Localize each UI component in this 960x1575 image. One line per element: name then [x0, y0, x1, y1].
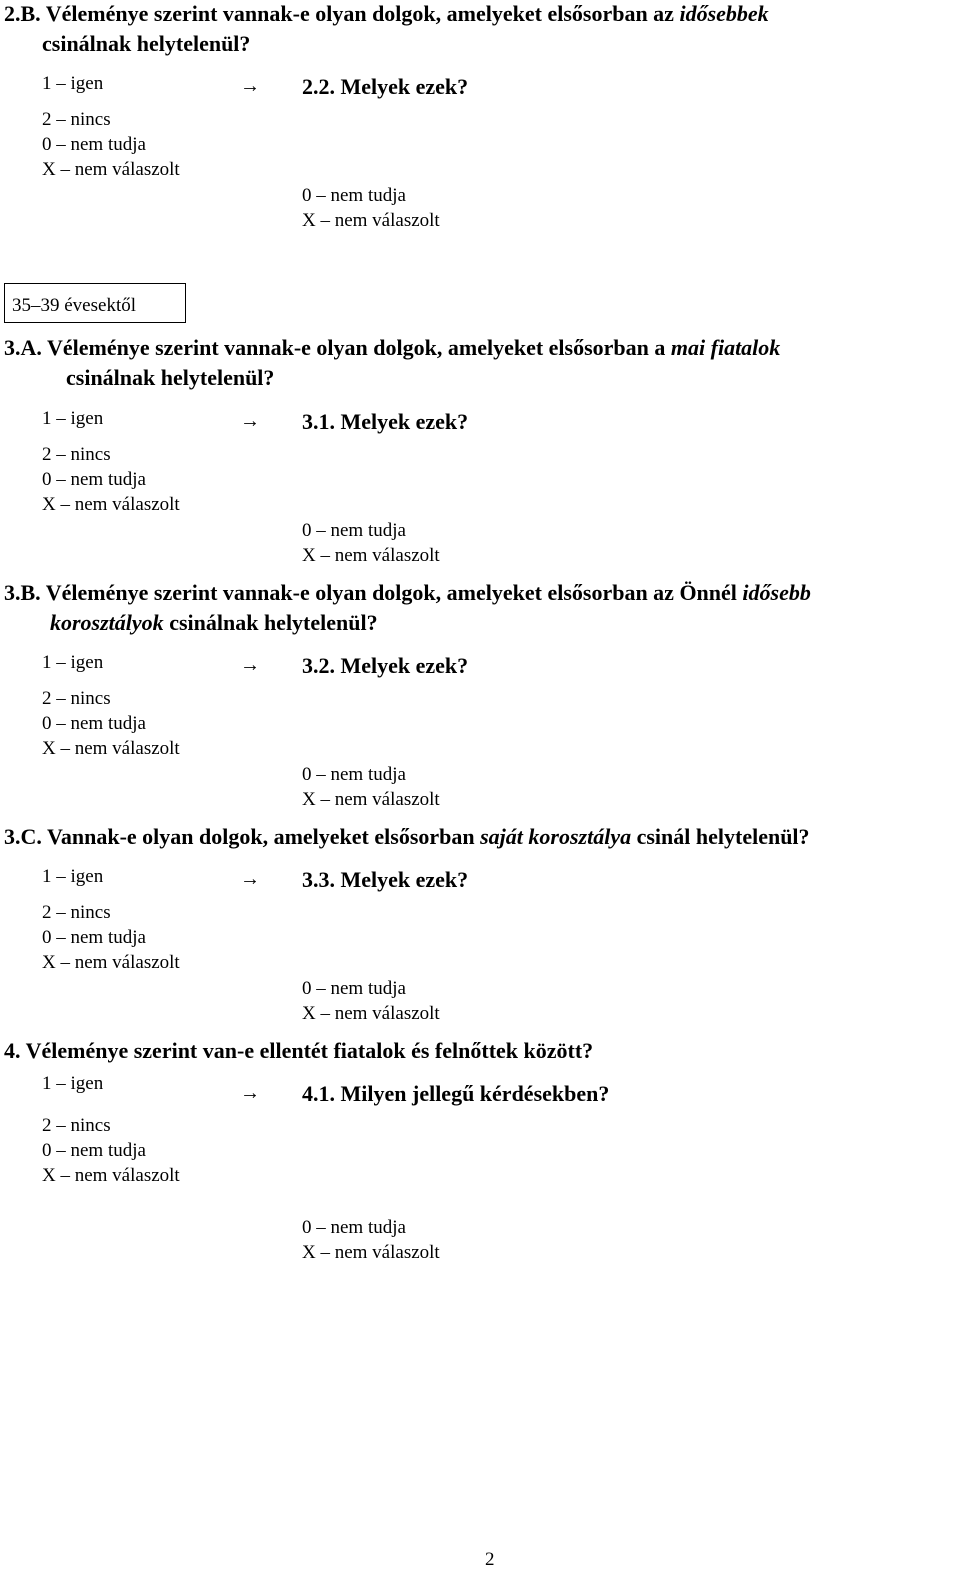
q3b-option-noanswer: X – nem válaszolt: [42, 738, 180, 759]
question-3c-title: [4, 826, 810, 848]
q3c-followup-noanswer: X – nem válaszolt: [302, 1003, 440, 1024]
question-2b-line2: csinálnak helytelenül?: [42, 31, 251, 56]
question-3c-suffix: csinál helytelenül?: [631, 824, 810, 849]
q3a-followup-dontknow: 0 – nem tudja: [302, 520, 406, 541]
question-3b-emphasis: idősebb: [742, 580, 811, 605]
q3b-option-dontknow: 0 – nem tudja: [42, 713, 146, 734]
q3c-followup: 3.3. Melyek ezek?: [302, 867, 469, 892]
q3c-option-noanswer: X – nem válaszolt: [42, 952, 180, 973]
q3b-option-no: 2 – nincs: [42, 688, 111, 709]
question-3b-line2: [50, 612, 378, 634]
question-3a-emphasis: mai fiatalok: [670, 335, 781, 360]
question-3b-title: [4, 582, 811, 604]
q4-option-dontknow: 0 – nem tudja: [42, 1140, 146, 1161]
age-group-label: 35–39 évesektől: [12, 295, 137, 316]
question-2b-title: [4, 3, 769, 25]
q3a-option-yes: 1 – igen: [42, 408, 104, 429]
q4-option-no: 2 – nincs: [42, 1115, 111, 1136]
q3c-option-yes: 1 – igen: [42, 866, 104, 887]
arrow-icon: →: [240, 1082, 260, 1104]
q2b-followup-noanswer: X – nem válaszolt: [302, 210, 440, 231]
question-3c-emphasis: saját korosztálya: [480, 824, 632, 849]
q3b-followup-noanswer: X – nem válaszolt: [302, 789, 440, 810]
q3b-followup-dontknow: 0 – nem tudja: [302, 764, 406, 785]
q2b-option-noanswer: X – nem válaszolt: [42, 159, 180, 180]
question-2b-emphasis: idősebbek: [679, 1, 769, 26]
q4-option-yes: 1 – igen: [42, 1073, 104, 1094]
q4-followup: 4.1. Milyen jellegű kérdésekben?: [302, 1081, 610, 1106]
question-3b-line2-emphasis: korosztályok: [50, 610, 164, 635]
question-3c-prefix: 3.C. Vannak-e olyan dolgok, amelyeket elsősorban: [4, 824, 481, 849]
q2b-option-yes: 1 – igen: [42, 73, 104, 94]
q3c-option-no: 2 – nincs: [42, 902, 111, 923]
question-3a-title: [4, 337, 780, 359]
arrow-icon: →: [240, 410, 260, 432]
arrow-icon: →: [240, 868, 260, 890]
question-2b-prefix: 2.B. Véleménye szerint vannak-e olyan dolgok, amelyeket elsősorban az: [4, 1, 680, 26]
q4-followup-noanswer: X – nem válaszolt: [302, 1242, 440, 1263]
page-number: 2: [485, 1549, 495, 1570]
arrow-icon: →: [240, 654, 260, 676]
question-3a-line2: csinálnak helytelenül?: [66, 365, 275, 390]
q2b-option-dontknow: 0 – nem tudja: [42, 134, 146, 155]
question-3b-line2-text: csinálnak helytelenül?: [163, 610, 378, 635]
q3a-option-noanswer: X – nem válaszolt: [42, 494, 180, 515]
q3a-option-dontknow: 0 – nem tudja: [42, 469, 146, 490]
q2b-followup-dontknow: 0 – nem tudja: [302, 185, 406, 206]
q3a-option-no: 2 – nincs: [42, 444, 111, 465]
age-group-box: [4, 283, 186, 323]
q3b-followup: 3.2. Melyek ezek?: [302, 653, 469, 678]
q3c-followup-dontknow: 0 – nem tudja: [302, 978, 406, 999]
q3a-followup-noanswer: X – nem válaszolt: [302, 545, 440, 566]
q3a-followup: 3.1. Melyek ezek?: [302, 409, 469, 434]
q4-followup-dontknow: 0 – nem tudja: [302, 1217, 406, 1238]
q3c-option-dontknow: 0 – nem tudja: [42, 927, 146, 948]
q3b-option-yes: 1 – igen: [42, 652, 104, 673]
question-3a-prefix: 3.A. Véleménye szerint vannak-e olyan dolgok, amelyeket elsősorban a: [4, 335, 671, 360]
q4-option-noanswer: X – nem válaszolt: [42, 1165, 180, 1186]
q2b-followup: 2.2. Melyek ezek?: [302, 74, 469, 99]
q2b-option-no: 2 – nincs: [42, 109, 111, 130]
question-4-title: 4. Véleménye szerint van-e ellentét fiatalok és felnőttek között?: [4, 1038, 594, 1063]
arrow-icon: →: [240, 75, 260, 97]
question-3b-prefix: 3.B. Véleménye szerint vannak-e olyan dolgok, amelyeket elsősorban az Önnél: [4, 580, 743, 605]
